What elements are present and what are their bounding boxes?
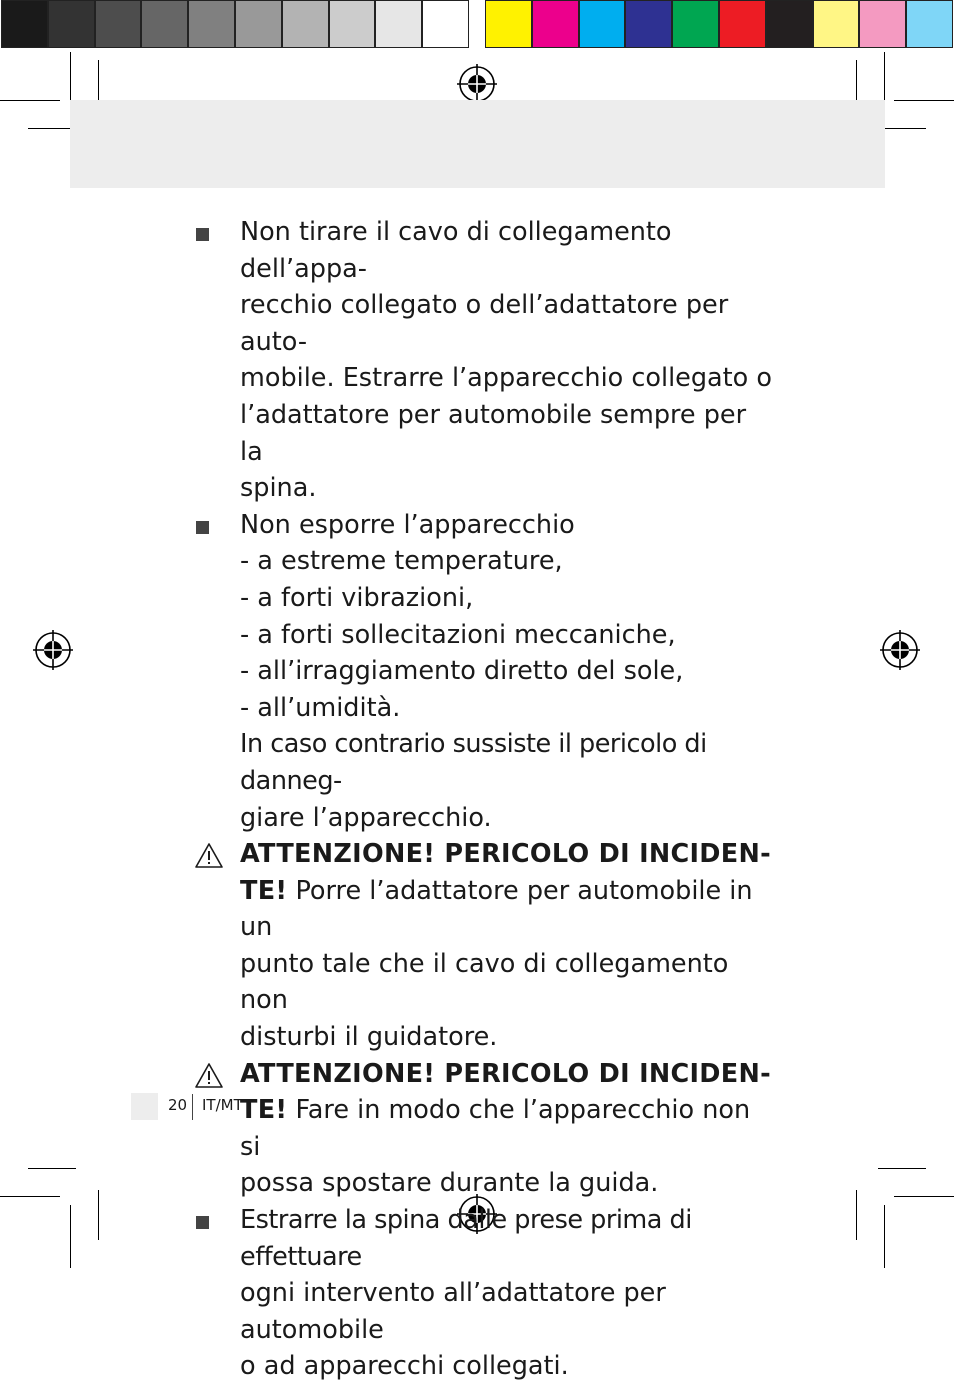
crop-mark bbox=[0, 1196, 60, 1197]
warning-heading-end: TE! bbox=[240, 875, 288, 906]
registration-mark-icon bbox=[457, 64, 497, 104]
gray-swatch bbox=[282, 0, 329, 48]
item-line bbox=[240, 873, 776, 946]
color-swatch bbox=[859, 0, 906, 48]
sublist-line: - a estreme temperature, bbox=[240, 546, 563, 577]
gray-swatch bbox=[1, 0, 48, 48]
crop-mark bbox=[878, 128, 926, 129]
warning-triangle-icon bbox=[194, 1062, 224, 1089]
color-swatch bbox=[906, 0, 953, 48]
footer-divider bbox=[192, 1094, 193, 1120]
warning-heading-end: TE! bbox=[240, 1095, 288, 1126]
color-swatch bbox=[813, 0, 860, 48]
warning-triangle-icon bbox=[194, 842, 224, 869]
item-line: disturbi il guidatore. bbox=[240, 1022, 498, 1053]
crop-mark bbox=[894, 1196, 954, 1197]
warning-heading: ATTENZIONE! PERICOLO DI INCIDEN- bbox=[240, 839, 772, 870]
warning-text: Porre l’adattatore per automobile in un bbox=[240, 875, 753, 943]
item-line: Estrarre la spina dalle prese prima di effettuare bbox=[240, 1205, 692, 1272]
crop-mark bbox=[28, 1168, 76, 1169]
language-code: IT/MT bbox=[202, 1096, 243, 1114]
square-bullet-icon bbox=[196, 1216, 209, 1229]
item-line: punto tale che il cavo di collegamento non bbox=[240, 948, 729, 1016]
registration-mark-icon bbox=[33, 630, 73, 670]
sublist-line: - a forti sollecitazioni meccaniche, bbox=[240, 619, 676, 650]
item-line: o ad apparecchi collegati. bbox=[240, 1351, 569, 1382]
crop-mark bbox=[98, 1190, 99, 1240]
gray-swatch bbox=[375, 0, 422, 48]
color-swatch bbox=[579, 0, 626, 48]
item-line: giare l’apparecchio. bbox=[240, 802, 492, 833]
safety-instructions bbox=[196, 214, 776, 1385]
color-swatch bbox=[719, 0, 766, 48]
item-line: spina. bbox=[240, 473, 317, 504]
crop-mark bbox=[884, 1205, 885, 1268]
warning-item bbox=[196, 1056, 776, 1202]
item-line: possa spostare durante la guida. bbox=[240, 1168, 659, 1199]
item-line: recchio collegato o dell’adattatore per auto- bbox=[240, 290, 729, 357]
warning-heading: ATTENZIONE! PERICOLO DI INCIDEN- bbox=[240, 1058, 772, 1089]
item-line: In caso contrario sussiste il pericolo di danneg- bbox=[240, 729, 707, 796]
color-swatch bbox=[672, 0, 719, 48]
gray-swatch bbox=[141, 0, 188, 48]
gray-swatch bbox=[48, 0, 95, 48]
gray-swatch bbox=[188, 0, 235, 48]
page-number: 20 bbox=[168, 1096, 188, 1114]
list-item bbox=[196, 214, 776, 507]
footer-marker bbox=[131, 1093, 158, 1120]
item-line: Non tirare il cavo di collegamento dell’appa- bbox=[240, 217, 672, 284]
gray-swatch bbox=[235, 0, 282, 48]
square-bullet-icon bbox=[196, 521, 209, 534]
registration-mark-icon bbox=[880, 630, 920, 670]
crop-mark bbox=[0, 100, 60, 101]
color-swatch bbox=[485, 0, 532, 48]
gray-swatch bbox=[329, 0, 376, 48]
item-line: l’adattatore per automobile sempre per la bbox=[240, 399, 747, 467]
color-swatch bbox=[532, 0, 579, 48]
item-line bbox=[240, 1092, 776, 1165]
sublist-line: - all’umidità. bbox=[240, 692, 401, 723]
gray-swatch bbox=[95, 0, 142, 48]
list-item bbox=[196, 507, 776, 836]
color-swatch bbox=[766, 0, 813, 48]
crop-mark bbox=[856, 1190, 857, 1240]
gray-swatch bbox=[422, 0, 469, 48]
warning-item bbox=[196, 836, 776, 1056]
crop-mark bbox=[70, 1205, 71, 1268]
warning-text: Fare in modo che l’apparecchio non si bbox=[240, 1095, 751, 1162]
crop-mark bbox=[894, 100, 954, 101]
crop-mark bbox=[28, 128, 76, 129]
list-item bbox=[196, 1202, 776, 1385]
sublist-line: - all’irraggiamento diretto del sole, bbox=[240, 656, 684, 687]
item-line: mobile. Estrarre l’apparecchio collegato o bbox=[240, 363, 772, 394]
item-line: Non esporre l’apparecchio bbox=[240, 509, 575, 540]
square-bullet-icon bbox=[196, 228, 209, 241]
crop-mark bbox=[878, 1168, 926, 1169]
sublist-line: - a forti vibrazioni, bbox=[240, 582, 474, 613]
item-line: ogni intervento all’adattatore per automobile bbox=[240, 1278, 666, 1345]
color-swatch bbox=[625, 0, 672, 48]
header-band bbox=[70, 100, 885, 188]
